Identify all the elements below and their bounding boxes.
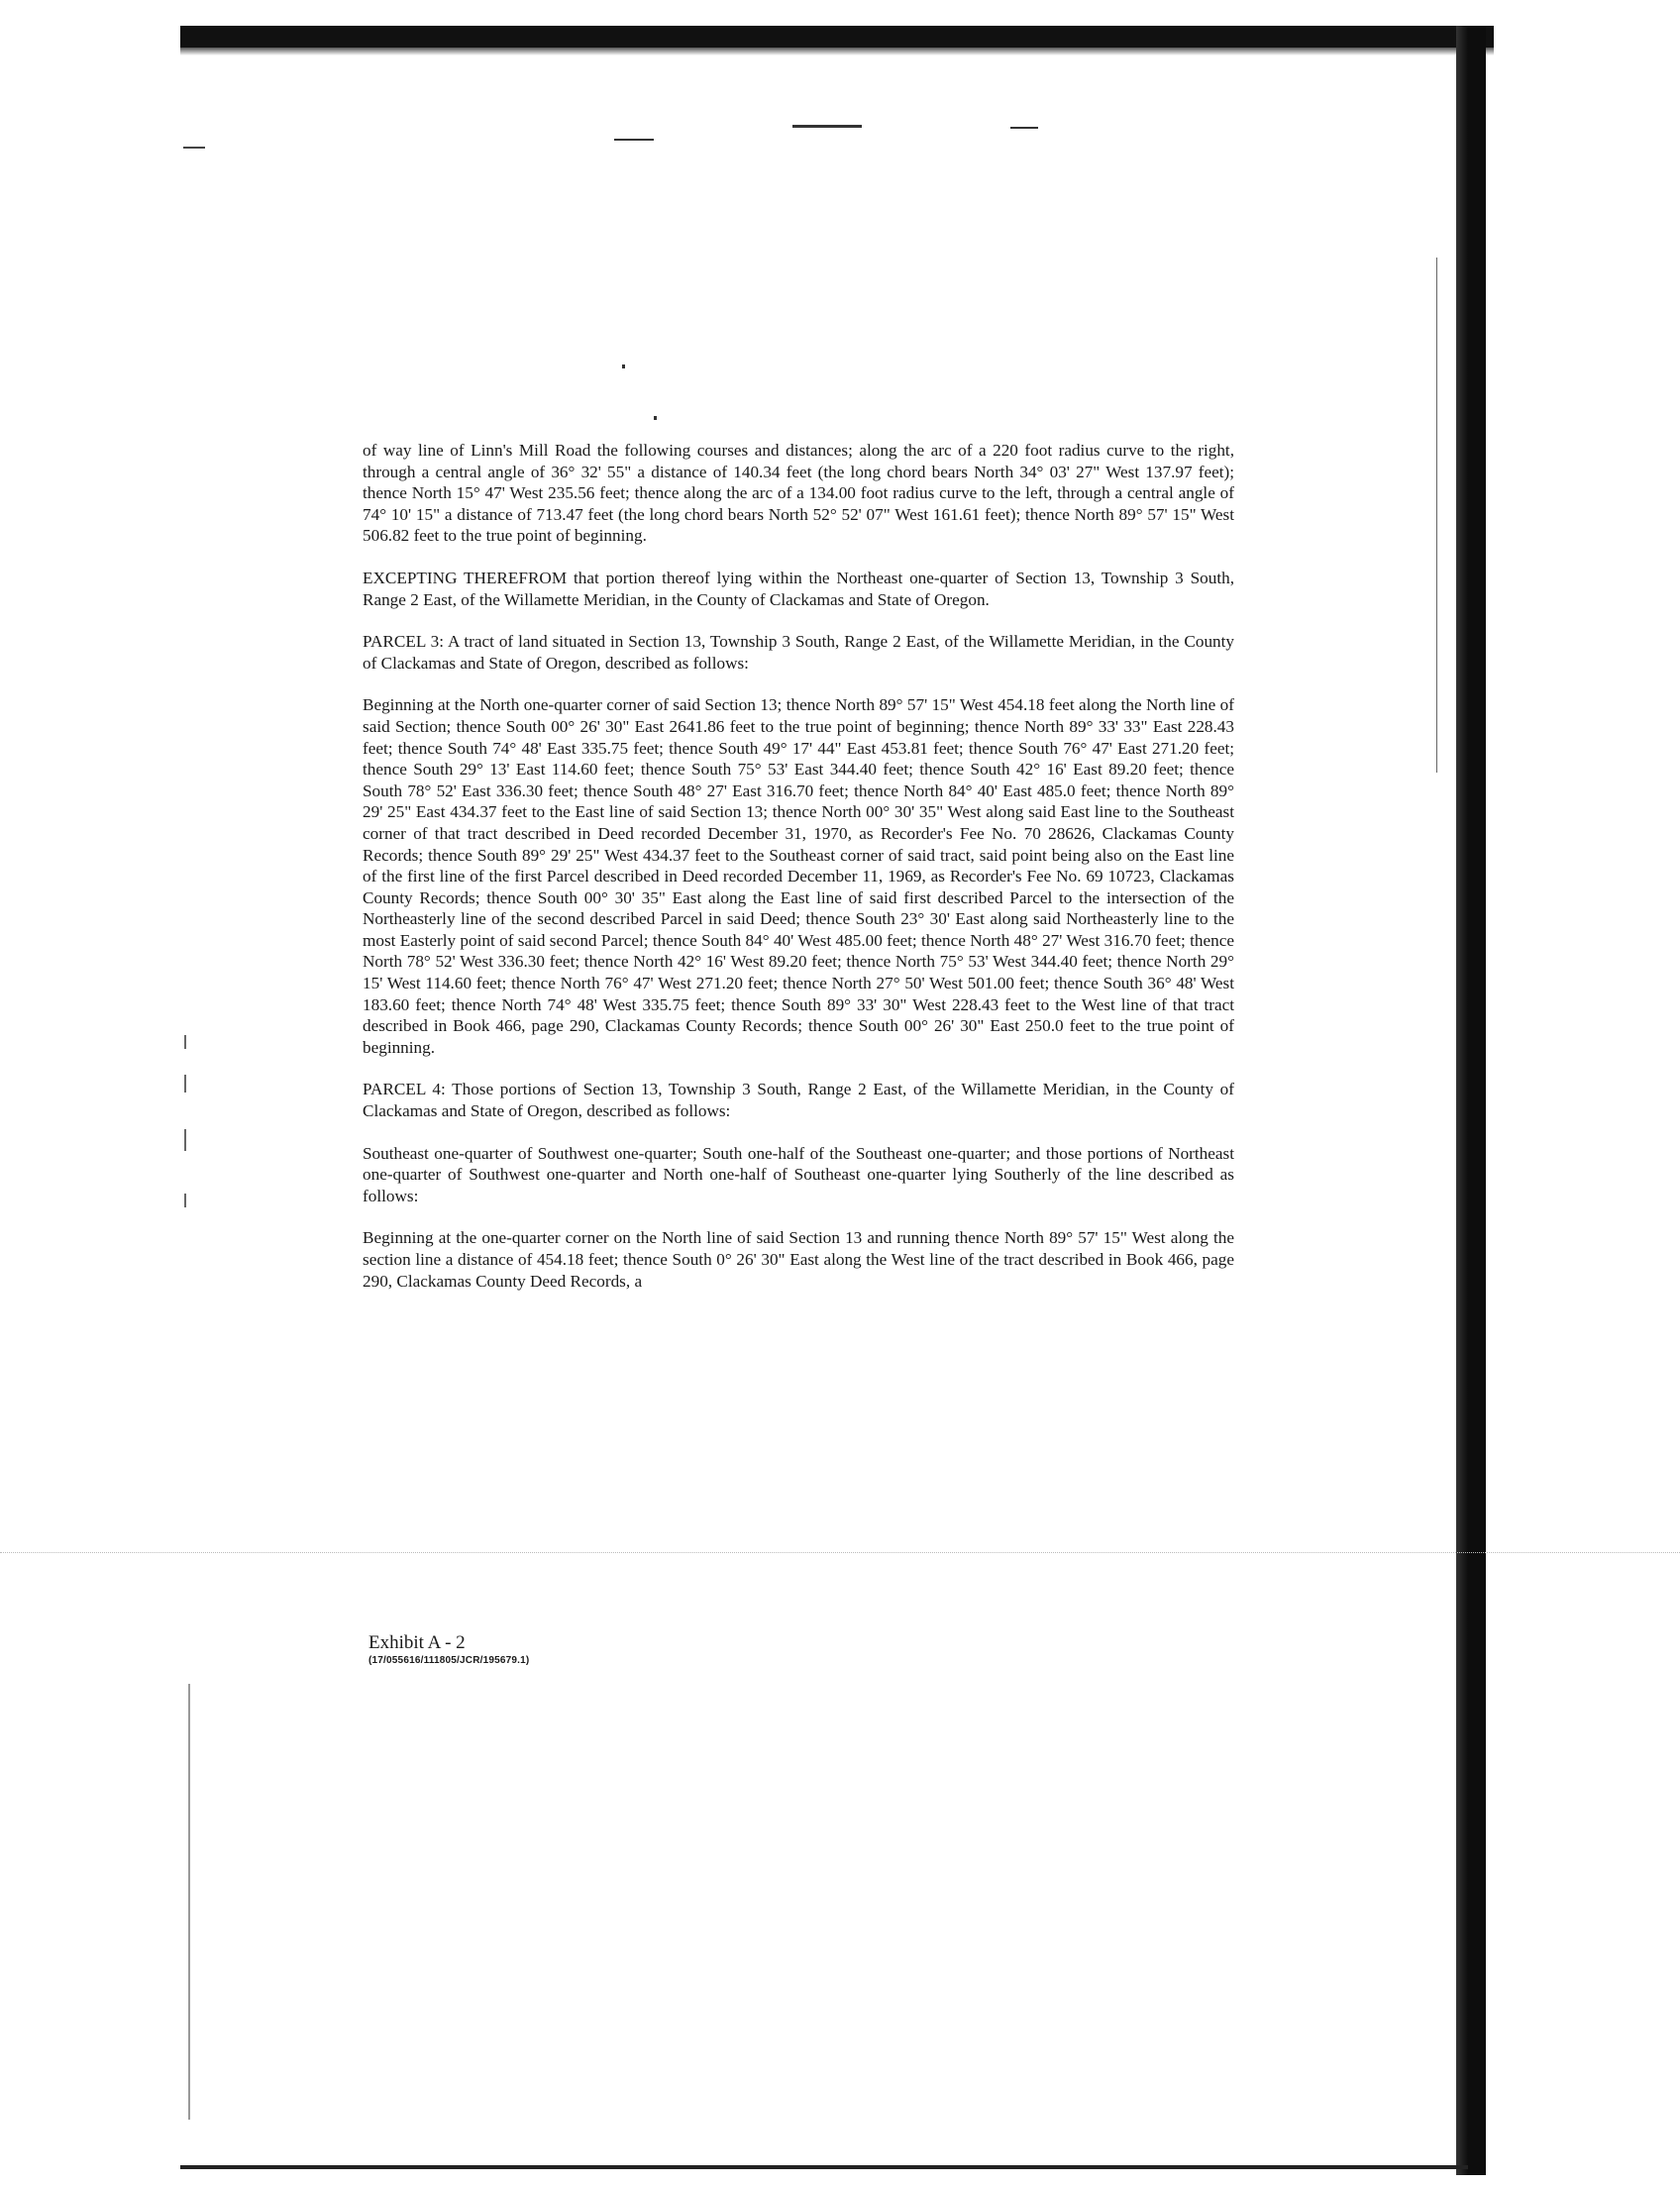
document-code: (17/055616/111805/JCR/195679.1) xyxy=(368,1655,530,1666)
paragraph-parcel-4-beginning: Beginning at the one-quarter corner on the North line of said Section 13 and running thence North 89° 57' 15" West along the section line a distance of 454.18 feet; thence South 0° 26' 30" East along the West line of the tract described in Book 466, page 290, Clackamas County Deed Records, a xyxy=(363,1228,1234,1291)
scan-stray-mark xyxy=(183,147,205,149)
paragraph-parcel-3-description: Beginning at the North one-quarter corner of said Section 13; thence North 89° 57' 15" West 454.18 feet along the North line of said Section; thence South 00° 26' 30" East 2641.86 feet to the true point of beginning; thence North 89° 33' 33" East 228.43 feet; thence South 74° 48' East 335.75 feet; thence South 49° 17' 44" East 453.81 feet; thence South 76° 47' East 271.20 feet; thence South 29° 13' East 114.60 feet; thence South 75° 53' East 344.40 feet; thence South 42° 16' East 89.20 feet; thence South 78° 52' East 336.30 feet; thence South 48° 27' East 316.70 feet; thence North 84° 40' East 485.0 feet; thence North 89° 29' 25" East 434.37 feet to the East line of said Section 13; thence North 00° 30' 35" West along said East line to the Southeast corner of that tract described in Deed recorded December 31, 1970, as Recorder's Fee No. 70 28626, Clackamas County Records; thence South 89° 29' 25" West 434.37 feet to the Southeast corner of said tract, said point being also on the East line of the first line of the first Parcel described in Deed recorded December 11, 1969, as Recorder's Fee No. 69 10723, Clackamas County Records; thence South 00° 30' 35" East along the East line of said first described Parcel to the intersection of the Northeasterly line of the second described Parcel in said Deed; thence South 23° 30' East along said Northeasterly line to the most Easterly point of said second Parcel; thence South 84° 40' West 485.00 feet; thence North 48° 27' West 316.70 feet; thence North 78° 52' West 336.30 feet; thence North 42° 16' West 89.20 feet; thence North 75° 53' West 344.40 feet; thence North 29° 15' West 114.60 feet; thence North 76° 47' West 271.20 feet; thence North 27° 50' West 501.00 feet; thence South 36° 48' West 183.60 feet; thence North 74° 48' West 335.75 feet; thence South 89° 33' 30" West 228.43 feet to the West line of that tract described in Book 466, page 290, Clackamas County Records; thence South 00° 26' 30" East 250.0 feet to the true point of beginning. xyxy=(363,695,1234,1057)
paragraph-excepting: EXCEPTING THEREFROM that portion thereof lying within the Northeast one-quarter of Section 13, Township 3 South, Range 2 East, of the Willamette Meridian, in the County of Clackamas and State of Oregon. xyxy=(363,568,1234,609)
document-body xyxy=(363,440,1234,1312)
paragraph-parcel-4-portions: Southeast one-quarter of Southwest one-quarter; South one-half of the Southeast one-quarter; and those portions of Northeast one-quarter of Southwest one-quarter and North one-half of Southeast one-quarter lying Southerly of the line described as follows: xyxy=(363,1143,1234,1205)
scan-speck xyxy=(1010,127,1038,129)
scan-speck xyxy=(792,125,862,128)
scan-fold-line xyxy=(0,1552,1680,1553)
scan-top-shadow xyxy=(180,48,1494,55)
paragraph-parcel-4-heading: PARCEL 4: Those portions of Section 13, Township 3 South, Range 2 East, of the Willamette Meridian, in the County of Clackamas and State of Oregon, described as follows: xyxy=(363,1080,1234,1121)
scan-right-border xyxy=(1456,26,1486,2175)
paragraph-road-courses: of way line of Linn's Mill Road the following courses and distances; along the arc of a 220 foot radius curve to the right, through a central angle of 36° 32' 55" a distance of 140.34 feet (the long chord bears North 34° 03' 27" West 137.97 feet); thence North 15° 47' West 235.56 feet; thence along the arc of a 134.00 foot radius curve to the left, through a central angle of 74° 10' 15" a distance of 713.47 feet (the long chord bears North 52° 52' 07" West 161.61 feet); thence North 89° 57' 15" West 506.82 feet to the true point of beginning. xyxy=(363,441,1234,546)
scan-margin-mark xyxy=(184,1129,186,1151)
scan-left-edge xyxy=(188,1684,190,2120)
scan-bottom-border xyxy=(180,2165,1468,2169)
scan-top-border xyxy=(180,26,1494,48)
scan-speck xyxy=(654,416,657,420)
scan-margin-mark xyxy=(184,1194,186,1207)
scan-margin-mark xyxy=(184,1035,186,1049)
scan-speck xyxy=(614,139,654,141)
scan-margin-mark xyxy=(184,1075,186,1093)
scan-speck xyxy=(622,364,625,368)
page-footer xyxy=(368,1632,529,1668)
scan-margin-mark xyxy=(1436,258,1437,773)
exhibit-label: Exhibit A - 2 xyxy=(368,1632,466,1653)
paragraph-parcel-3-heading: PARCEL 3: A tract of land situated in Section 13, Township 3 South, Range 2 East, of the Willamette Meridian, in the County of Clackamas and State of Oregon, described as follows: xyxy=(363,632,1234,673)
